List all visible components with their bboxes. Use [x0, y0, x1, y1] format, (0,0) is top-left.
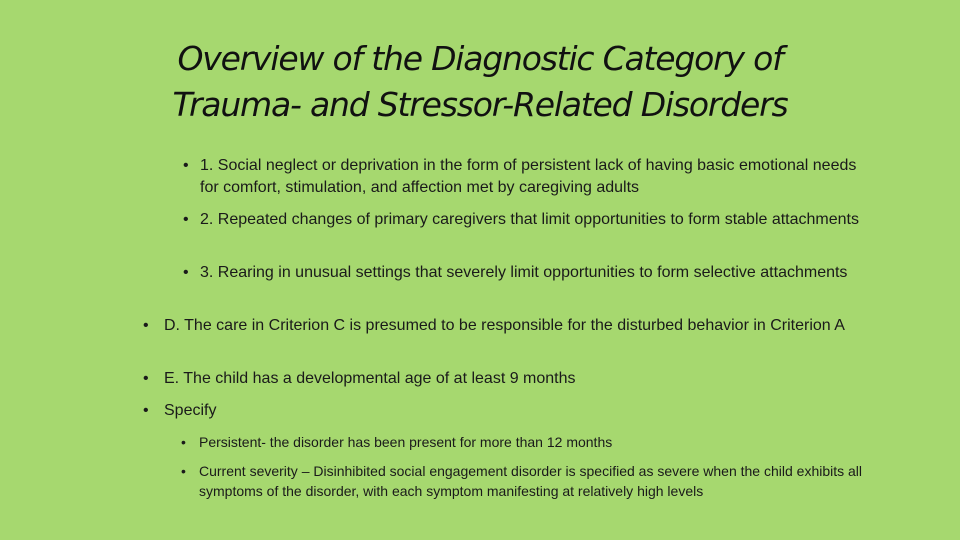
severity-term: severe: [657, 463, 700, 479]
bullet-marker: •: [143, 402, 149, 419]
list-item-text: [181, 461, 881, 501]
bullet-marker: •: [183, 264, 189, 281]
list-item: [183, 262, 873, 284]
list-item-text: Specify: [164, 402, 217, 419]
list-item: [143, 368, 873, 390]
list-item: [143, 315, 873, 337]
bullet-marker: •: [143, 370, 149, 387]
list-item-text-part: when the child exhibits all symptoms of the disorder, with each symptom manifesting at relatively high levels: [199, 463, 863, 499]
bullet-marker: •: [181, 463, 186, 479]
bullet-marker: •: [183, 157, 189, 174]
slide-title-line2: Trauma- and Stressor-Related Disorders: [172, 85, 788, 124]
list-item: [181, 461, 881, 501]
list-item-text: D. The care in Criterion C is presumed to be responsible for the disturbed behavior in Criterion A: [164, 317, 845, 334]
list-item: [181, 432, 881, 452]
bullet-marker: •: [181, 434, 186, 450]
list-item-text: Persistent- the disorder has been present for more than 12 months: [199, 434, 613, 450]
list-item-text: 3. Rearing in unusual settings that severely limit opportunities to form selective attachments: [200, 264, 848, 281]
list-item: [183, 155, 873, 199]
bullet-marker: •: [183, 211, 189, 228]
list-item-text-part: Current severity – Disinhibited social engagement disorder is specified as: [199, 463, 658, 479]
list-item: [143, 400, 873, 422]
slide-title-line1: Overview of the Diagnostic Category of: [177, 39, 783, 78]
list-item-text: 1. Social neglect or deprivation in the form of persistent lack of having basic emotional needs for comfort, stimulation, and affection met by caregiving adults: [200, 157, 857, 196]
list-item-text: E. The child has a developmental age of at least 9 months: [164, 370, 576, 387]
list-item-text: 2. Repeated changes of primary caregivers that limit opportunities to form stable attachments: [200, 211, 859, 228]
bullet-marker: •: [143, 317, 149, 334]
list-item: [183, 209, 873, 231]
